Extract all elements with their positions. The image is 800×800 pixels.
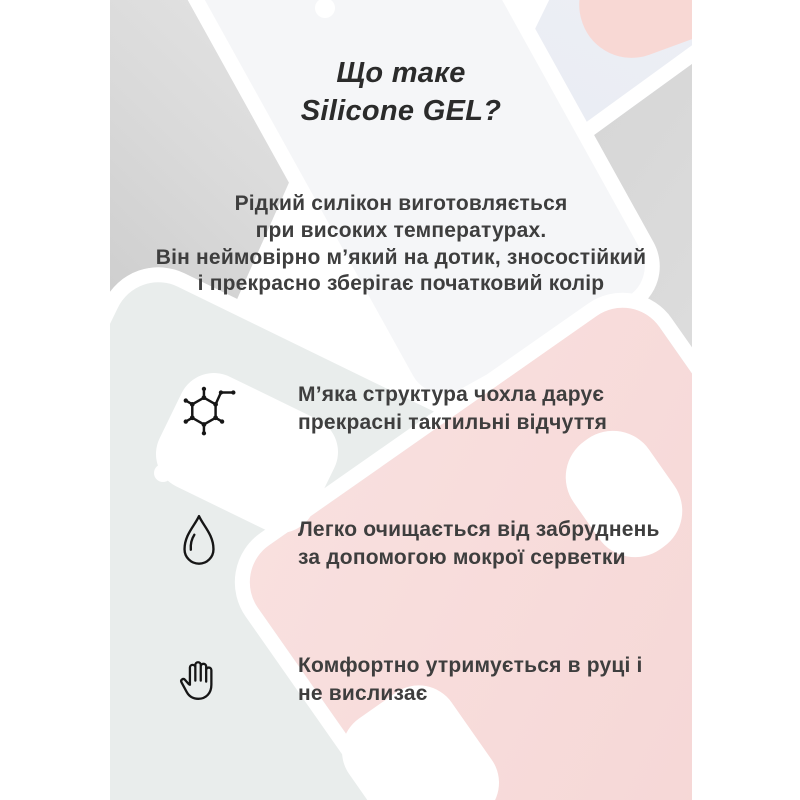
feature-line: Комфортно утримується в руці і [298,654,643,677]
feature-line: Легко очищається від забруднень [298,518,660,541]
water-drop-icon [176,512,222,574]
page-title [110,54,692,130]
infographic-content [110,0,692,800]
page-title-line-1: Що таке [336,57,466,89]
intro-line: Він неймовірно м’який на дотик, зносостійкий [155,245,647,269]
feature-line: М’яка структура чохла дарує [298,383,605,406]
intro-line: при високих температурах. [255,218,547,242]
feature-text-soft-structure [298,381,692,436]
page-title-line-2: Silicone GEL? [300,95,502,127]
feature-text-comfort-grip [298,652,692,707]
intro-line: і прекрасно зберігає початковий колір [197,272,605,296]
hand-icon [172,648,222,710]
intro-paragraph [110,191,692,298]
feature-line: прекрасні тактильні відчуття [298,410,608,434]
intro-line: Рідкий силікон виготовляється [234,192,568,215]
infographic-column [110,0,692,800]
feature-line: не вислизає [298,681,428,705]
feature-text-easy-clean [298,516,692,571]
molecule-icon [173,376,239,442]
feature-line: за допомогою мокрої серветки [298,545,626,569]
